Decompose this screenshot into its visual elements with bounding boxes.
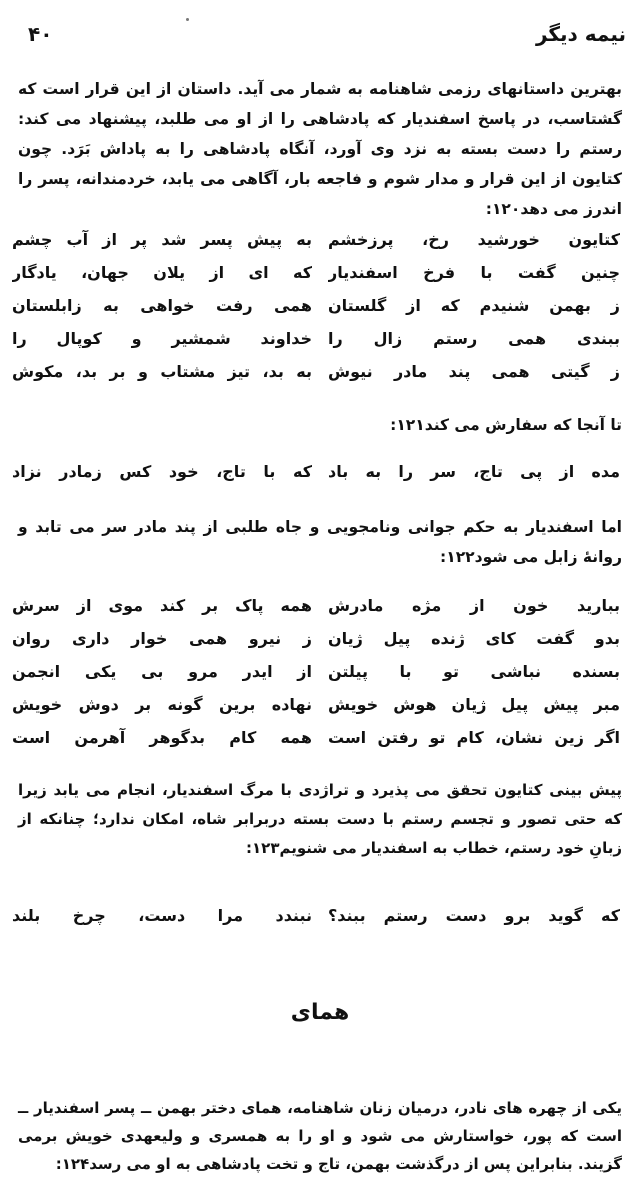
couplet <box>12 596 620 629</box>
paragraph-defiance <box>18 512 622 572</box>
paragraph-text: یکی از چهره های نادر، درمیان زنان شاهنامه، همای دختر بهمن ــ پسر اسفندیار ــ است که پور، خواستارش می شود و او را به همسری و ولیعهدی خویش برمی گزیند. بنابراین پس از درگذشت بهمن، تاج و تخت پادشاهی به او می رسد۱۲۴: <box>18 1099 622 1173</box>
paragraph-intro <box>18 74 622 224</box>
hemistich-second: که ای از یلان جهان، یادگار <box>12 263 312 282</box>
couplet <box>12 329 620 362</box>
couplet <box>12 695 620 728</box>
paragraph-advice <box>18 410 622 440</box>
hemistich-first: بدو گفت کای ژنده پیل ژیان <box>328 629 620 648</box>
paragraph-prophecy <box>18 776 622 863</box>
verse-block-4 <box>12 906 620 939</box>
hemistich-first: ز گیتی همی پند مادر نیوش <box>328 362 620 381</box>
verse-block-2 <box>12 462 620 495</box>
paragraph-text: پیش بینی کتایون تحقق می پذیرد و تراژدی با مرگ اسفندیار، انجام می یابد زیرا که حتی تصور و تجسم رستم با دست بسته دربرابر شاه، امکان ندارد؛ چنانکه از زبانِ خود رستم، خطاب به اسفندیار می شنویم۱۲۳: <box>18 781 622 857</box>
book-title: نیمه دیگر <box>535 22 626 46</box>
hemistich-second: به بد، تیز مشتاب و بر بد، مکوش <box>12 362 312 381</box>
hemistich-first: کتایون خورشید رخ، پرزخشم <box>328 230 620 249</box>
couplet <box>12 728 620 761</box>
hemistich-first: مده از پی تاج، سر را به باد <box>328 462 620 481</box>
ink-dot <box>186 18 189 21</box>
hemistich-second: که با تاج، خود کس زمادر نزاد <box>12 462 312 481</box>
paragraph-text: تا آنجا که سفارش می کند۱۲۱: <box>390 416 622 434</box>
hemistich-second: ز نیرو همی خوار داری روان <box>12 629 312 648</box>
couplet <box>12 263 620 296</box>
page-number: ۴۰ <box>28 22 53 46</box>
hemistich-second: همی رفت خواهی به زابلستان <box>12 296 312 315</box>
couplet <box>12 296 620 329</box>
couplet <box>12 906 620 939</box>
hemistich-first: چنین گفت با فرخ اسفندیار <box>328 263 620 282</box>
paragraph-text: بهترین داستانهای رزمی شاهنامه به شمار می آید. داستان از این قرار است که گشتاسب، در پاسخ اسفندیار که پادشاهی را از او می طلبد، پیشنهاد می کند: رستم را دست بسته به نزد وی آورد، آنگاه پادشاهی را به پاداش بَرَد. چون کتایون از این قرار و مدار شوم و فاجعه بار، آگاهی می یابد، خردمندانه، پسر را اندرز می دهد۱۲۰: <box>18 80 622 218</box>
section-heading: همای <box>290 1000 350 1025</box>
hemistich-second: همه کام بدگوهر آهرمن است <box>12 728 312 747</box>
hemistich-second: نبندد مرا دست، چرخ بلند <box>12 906 312 925</box>
hemistich-first: ببارید خون از مژه مادرش <box>328 596 620 615</box>
hemistich-first: اگر زین نشان، کام تو رفتن است <box>328 728 620 747</box>
paragraph-homay <box>18 1094 622 1178</box>
couplet <box>12 230 620 263</box>
hemistich-first: بسنده نباشی تو با پیلتن <box>328 662 620 681</box>
verse-block-3 <box>12 596 620 761</box>
page-header <box>14 22 626 52</box>
paragraph-text: اما اسفندیار به حکم جوانی ونامجویی و جاه طلبی از پند مادر سر می تابد و روانهٔ زابل می شود۱۲۲: <box>18 518 622 566</box>
hemistich-second: خداوند شمشیر و کوپال را <box>12 329 312 348</box>
verse-block-1 <box>12 230 620 395</box>
hemistich-second: از ایدر مرو بی یکی انجمن <box>12 662 312 681</box>
couplet <box>12 662 620 695</box>
hemistich-first: ببندی همی رستم زال را <box>328 329 620 348</box>
hemistich-second: به پیش پسر شد پر از آب چشم <box>12 230 312 249</box>
hemistich-second: همه پاک بر کند موی از سرش <box>12 596 312 615</box>
couplet <box>12 362 620 395</box>
couplet <box>12 629 620 662</box>
couplet <box>12 462 620 495</box>
hemistich-first: ز بهمن شنیدم که از گلستان <box>328 296 620 315</box>
hemistich-first: مبر پیش پیل ژیان هوش خویش <box>328 695 620 714</box>
hemistich-second: نهاده برین گونه بر دوش خویش <box>12 695 312 714</box>
hemistich-first: که گوید برو دست رستم ببند؟ <box>328 906 620 925</box>
